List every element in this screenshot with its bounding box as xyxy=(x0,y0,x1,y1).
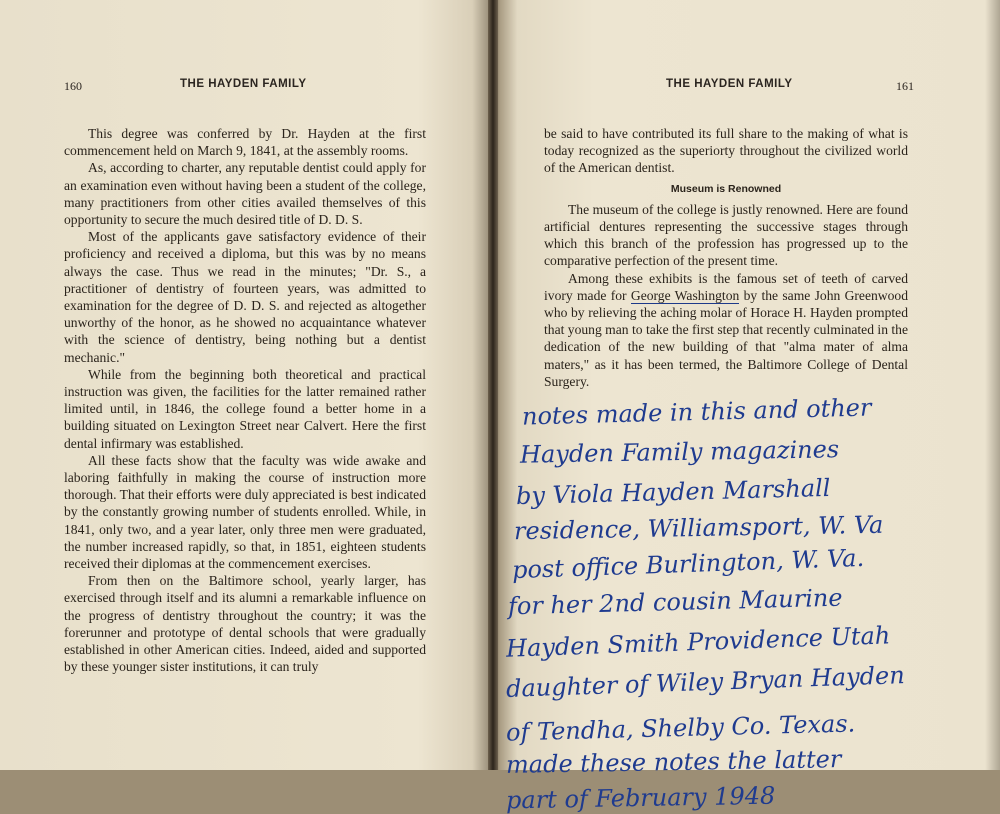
underlined-text: George Washington xyxy=(630,287,740,303)
handwritten-line: by Viola Hayden Marshall xyxy=(515,473,831,511)
running-head: THE HAYDEN FAMILY xyxy=(180,78,307,90)
handwritten-line: for her 2nd cousin Maurine xyxy=(507,583,843,621)
paragraph: The museum of the college is justly renowned. Here are found artificial dentures representing the successive stages through which this branch of the profession has progressed up to the comparative perfection of the present time. xyxy=(544,201,908,269)
handwritten-line: part of February 1948 xyxy=(505,781,776,814)
handwritten-line: post office Burlington, W. Va. xyxy=(511,543,865,585)
paragraph: be said to have contributed its full share to the making of what is today recognized as the superiorty throughout the civilized world of the American dentist. xyxy=(544,126,908,176)
paragraph: From then on the Baltimore school, yearly larger, has exercised through itself and its alumni a remarkable influence on the progress of dentistry throughout the country; it was the forerunner and prototype of dental schools that were gradually established in other American cities. Indeed, aided and supported by these younger sister institutions, it can truly xyxy=(64,573,426,675)
running-head: THE HAYDEN FAMILY xyxy=(666,78,793,90)
section-subheading: Museum is Renowned xyxy=(670,182,782,195)
page-number: 161 xyxy=(896,79,914,93)
left-page xyxy=(0,0,492,770)
paragraph: As, according to charter, any reputable dentist could apply for an examination even without having been a student of the college, many practitioners from other cities availed themselves of this opportunity to secure the much desired title of D. D. S. xyxy=(64,160,426,228)
paragraph: This degree was conferred by Dr. Hayden at the first commencement held on March 9, 1841, at the assembly rooms. xyxy=(64,126,426,159)
handwritten-line: Hayden Family magazines xyxy=(519,435,840,469)
page-edge-shadow xyxy=(985,0,1000,770)
handwritten-line: Hayden Smith Providence Utah xyxy=(505,621,891,663)
paragraph xyxy=(544,270,908,390)
handwritten-line: notes made in this and other xyxy=(521,393,872,431)
handwritten-line: of Tendha, Shelby Co. Texas. xyxy=(505,709,856,747)
paragraph-text: by the same John Greenwood who by relieving the aching molar of Horace H. Hayden prompted that young man to take the first step that recently culminated in the dedication of the new building of that "alma mater of alma maters," as it has been termed, the Baltimore College of Dental Surgery. xyxy=(544,287,908,389)
handwritten-line: made these notes the latter xyxy=(505,745,842,779)
right-page xyxy=(492,0,1000,814)
body-text xyxy=(64,125,426,676)
paragraph: While from the beginning both theoretical and practical instruction was given, the facilities for the latter remained rather limited until, in 1846, the college found a better home in a building situated on Lexington Street near Calvert. Here the first dental infirmary was established. xyxy=(64,366,426,451)
book-gutter xyxy=(488,0,498,770)
handwritten-line: daughter of Wiley Bryan Hayden xyxy=(505,661,906,703)
paragraph: All these facts show that the faculty was wide awake and laboring faithfully in making the course of instruction more thorough. That their efforts were duly appreciated is best indicated by the constantly growing number of students enrolled. While, in 1841, only two, and a year later, only three men were graduated, the number increased rapidly, so that, in 1851, eighteen students received their diplomas at the commencement exercises. xyxy=(64,452,426,572)
paragraph-text: Among these exhibits is the famous set of teeth of carved ivory made for xyxy=(544,270,908,303)
page-number: 160 xyxy=(64,79,82,93)
paragraph: Most of the applicants gave satisfactory evidence of their proficiency and received a diploma, but this was by no means always the case. Thus we read in the minutes; "Dr. S., a practitioner of dentistry of fourteen years, was admitted to examination for the degree of D. D. S. and rejected as altogether unworthy of the honor, as he showed no acquaintance whatever with the science of dentistry, being nothing but a dentist mechanic." xyxy=(64,229,426,365)
body-text xyxy=(544,125,908,390)
handwritten-line: residence, Williamsport, W. Va xyxy=(513,510,884,546)
